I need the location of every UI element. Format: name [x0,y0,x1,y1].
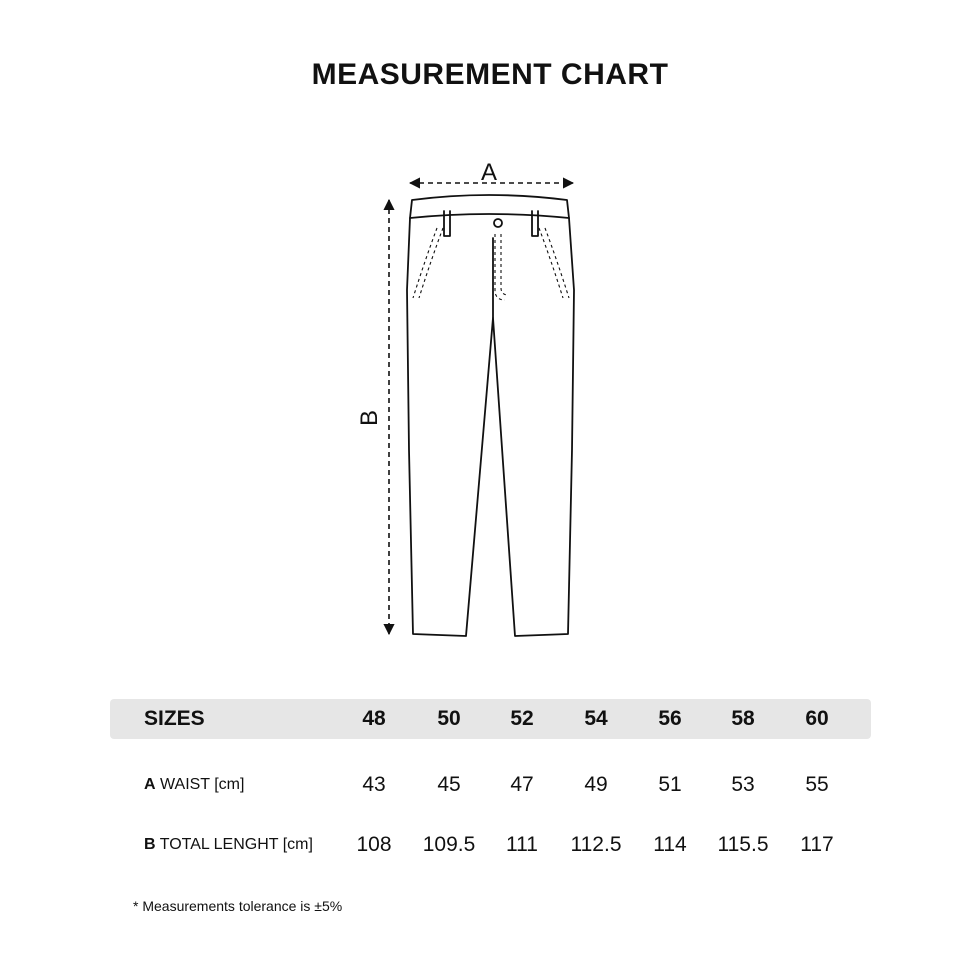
waist-value: 51 [658,773,682,796]
length-value: 112.5 [570,833,622,856]
row-label-text: TOTAL LENGHT [cm] [155,836,313,853]
table-row-waist [110,765,871,805]
page-title: MEASUREMENT CHART [311,58,669,91]
waist-row-label [144,765,244,805]
size-cell: 54 [584,707,608,730]
waist-value: 47 [510,773,534,796]
trousers-stitching [413,228,569,300]
dimension-label-b: B [356,409,383,427]
size-cell: 50 [437,707,461,730]
size-cell: 52 [510,707,534,730]
trousers-diagram [355,150,595,650]
waist-value: 55 [805,773,829,796]
waist-value: 53 [731,773,755,796]
size-cell: 56 [658,707,682,730]
length-value: 115.5 [717,833,769,856]
waist-value: 43 [362,773,386,796]
waist-value: 49 [584,773,608,796]
size-cell: 58 [731,707,755,730]
row-code: B [144,836,156,853]
table-row-length [110,825,871,865]
length-value: 111 [506,833,538,856]
size-table [110,699,871,865]
length-value: 108 [356,833,392,856]
length-value: 114 [653,833,687,856]
size-table-header [110,699,871,739]
tolerance-footnote: * Measurements tolerance is ±5% [133,898,343,914]
size-cell: 60 [805,707,829,730]
length-value: 109.5 [422,833,476,856]
trousers-outline [407,195,574,636]
row-label-text: WAIST [cm] [155,776,245,793]
size-cell: 48 [362,707,386,730]
length-row-label [144,825,313,865]
row-code: A [144,776,156,793]
waist-value: 45 [437,773,461,796]
trousers-illustration [355,150,595,650]
sizes-header-label: SIZES [144,707,205,730]
length-value: 117 [800,833,834,856]
dimension-label-a: A [480,159,498,186]
